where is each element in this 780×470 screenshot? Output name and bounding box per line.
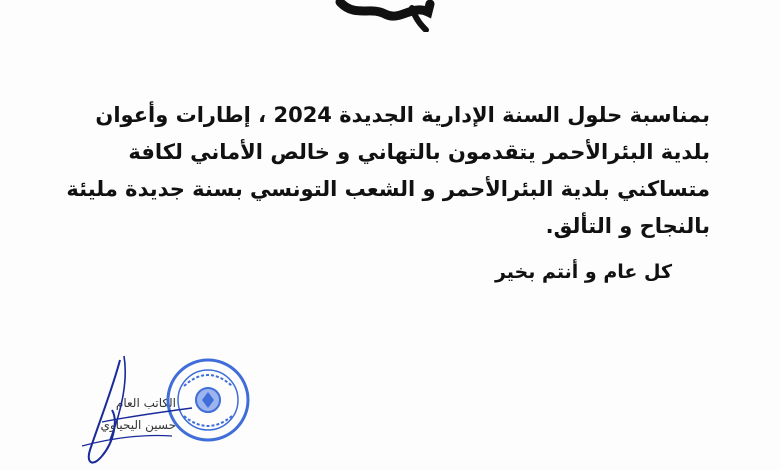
handwritten-signature — [72, 350, 212, 470]
body-line-2: بلدية البئرالأحمر يتقدمون بالتهاني و خالص الأماني لكافة — [128, 140, 710, 164]
signatory-title: الكاتب العام — [115, 396, 176, 410]
letter-body — [66, 97, 710, 245]
greeting-line: كل عام و أنتم بخير — [494, 261, 672, 283]
body-line-1: بمناسبة حلول السنة الإدارية الجديدة 2024 ، إطارات وأعوان — [95, 103, 710, 127]
header-ornament — [300, 0, 470, 32]
body-line-3: متساكني بلدية البئرالأحمر و الشعب التونسي بسنة جديدة مليئة — [66, 177, 710, 201]
body-line-4: بالنجاح و التألق. — [545, 214, 710, 238]
signatory-name: حسين اليحياوي — [100, 418, 176, 432]
